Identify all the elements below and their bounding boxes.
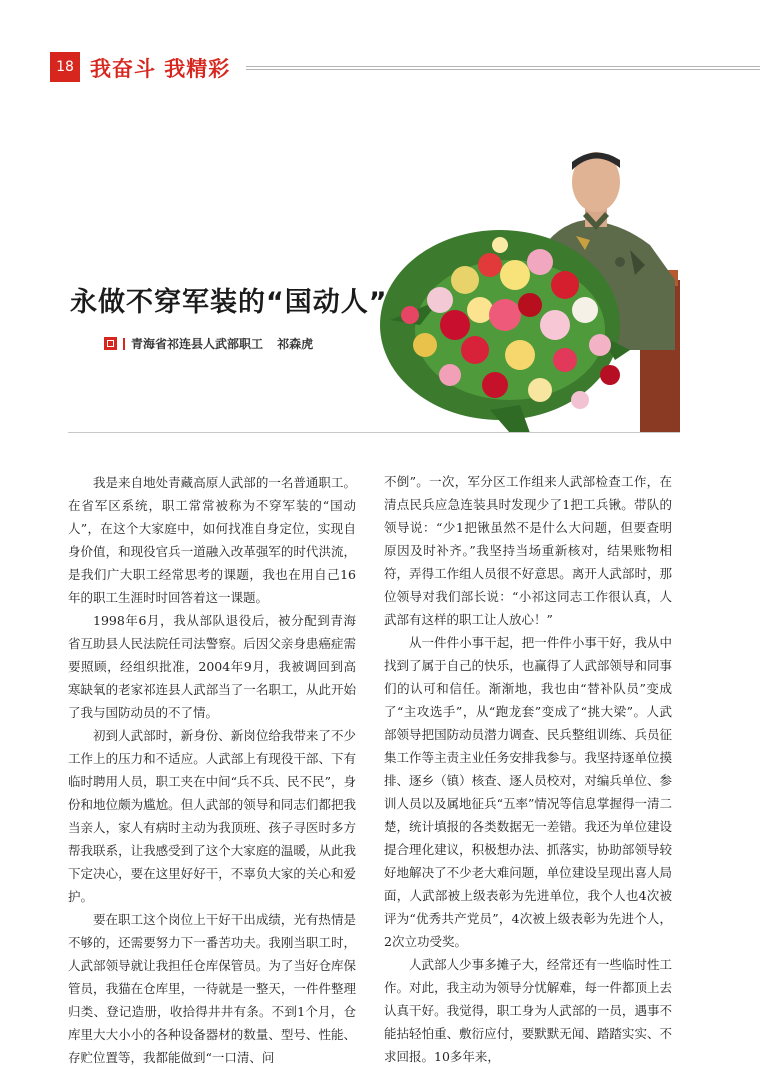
article-title: 永做不穿军装的“国动人” xyxy=(70,287,388,318)
speaker-photo xyxy=(380,150,680,433)
byline-divider xyxy=(123,338,125,350)
right-column xyxy=(384,470,672,1068)
paragraph: 要在职工这个岗位上干好干出成绩，光有热情是不够的，还需要努力下一番苦功夫。我刚当职工时，人武部领导就让我担任仓库保管员。为了当好仓库保管员，我猫在仓库里，一待就是一整天，一件件整理归类、登记造册，收拾得井井有条。不到1个月，仓库里大大小小的各种设备器材的数量、型号、性能、存贮位置等，我都能做到“一口清、问 xyxy=(68,912,356,1065)
content-divider xyxy=(68,432,680,433)
paragraph: 我是来自地处青藏高原人武部的一名普通职工。在省军区系统，职工常常被称为不穿军装的“国动人”，在这个大家庭中，如何找准自身定位，实现自身价值，和现役官兵一道融入改革强军的时代洪流，是我们广大职工经常思考的课题，我也在用自己16年的职工生涯时时回答着这一课题。 xyxy=(68,475,356,605)
paragraph: 人武部人少事多摊子大，经常还有一些临时性工作。对此，我主动为领导分忧解难，每一件都顶上去认真干好。我觉得，职工身为人武部的一员，遇事不能拈轻怕重、敷衍应付，要默默无闻、踏踏实实、不求回报。10多年来， xyxy=(384,957,672,1064)
paragraph: 不倒”。一次，军分区工作组来人武部检查工作，在清点民兵应急连装具时发现少了1把工兵锹。带队的领导说：“少1把锹虽然不是什么大问题，但要查明原因及时补齐。”我坚持当场重新核对，结果账物相符，弄得工作组人员很不好意思。离开人武部时，那位领导对我们部长说：“小祁这同志工作很认真，人武部有这样的职工让人放心！” xyxy=(384,474,672,627)
page-header xyxy=(50,52,760,86)
paragraph: 1998年6月，我从部队退役后，被分配到青海省互助县人民法院任司法警察。后因父亲身患癌症需要照顾，经组织批准，2004年9月，我被调回到高寒缺氧的老家祁连县人武部当了一名职工，从此开始了我与国防动员的不了情。 xyxy=(68,613,356,720)
paragraph: 从一件件小事干起，把一件件小事干好，我从中找到了属于自己的快乐，也赢得了人武部领导和同事们的认可和信任。渐渐地，我也由“替补队员”变成了“主攻选手”，从“跑龙套”变成了“挑大梁”。人武部领导把国防动员潜力调查、民兵整组训练、兵员征集工作等主责主业任务安排我参与。我坚持逐单位摸排、逐乡（镇）核查、逐人员校对，对编兵单位、参训人员以及属地征兵“五率”情况等信息掌握得一清二楚，统计填报的各类数据无一差错。我还为单位建设提合理化建议，积极想办法、抓落实，协助部领导较好地解决了不少老大难问题，单位建设呈现出喜人局面，人武部被上级表彰为先进单位，我个人也4次被评为“优秀共产党员”，4次被上级表彰为先进个人，2次立功受奖。 xyxy=(384,635,672,949)
paragraph: 初到人武部时，新身份、新岗位给我带来了不少工作上的压力和不适应。人武部上有现役干部、下有临时聘用人员，职工夹在中间“兵不兵、民不民”，身份和地位颇为尴尬。但人武部的领导和同志们都把我当亲人，家人有病时主动为我顶班、孩子寻医时多方帮我联系，让我感受到了这个大家庭的温暖，从此我下定决心，要在这里好好干，不辜负大家的关心和爱护。 xyxy=(68,728,356,904)
byline-marker-icon xyxy=(104,337,117,350)
section-title: 我奋斗 我精彩 xyxy=(90,57,231,81)
byline xyxy=(104,335,313,352)
header-rule xyxy=(246,66,760,70)
left-column xyxy=(68,471,356,1069)
page-number: 18 xyxy=(50,52,80,82)
byline-text: 青海省祁连县人武部职工 祁森虎 xyxy=(131,337,314,351)
